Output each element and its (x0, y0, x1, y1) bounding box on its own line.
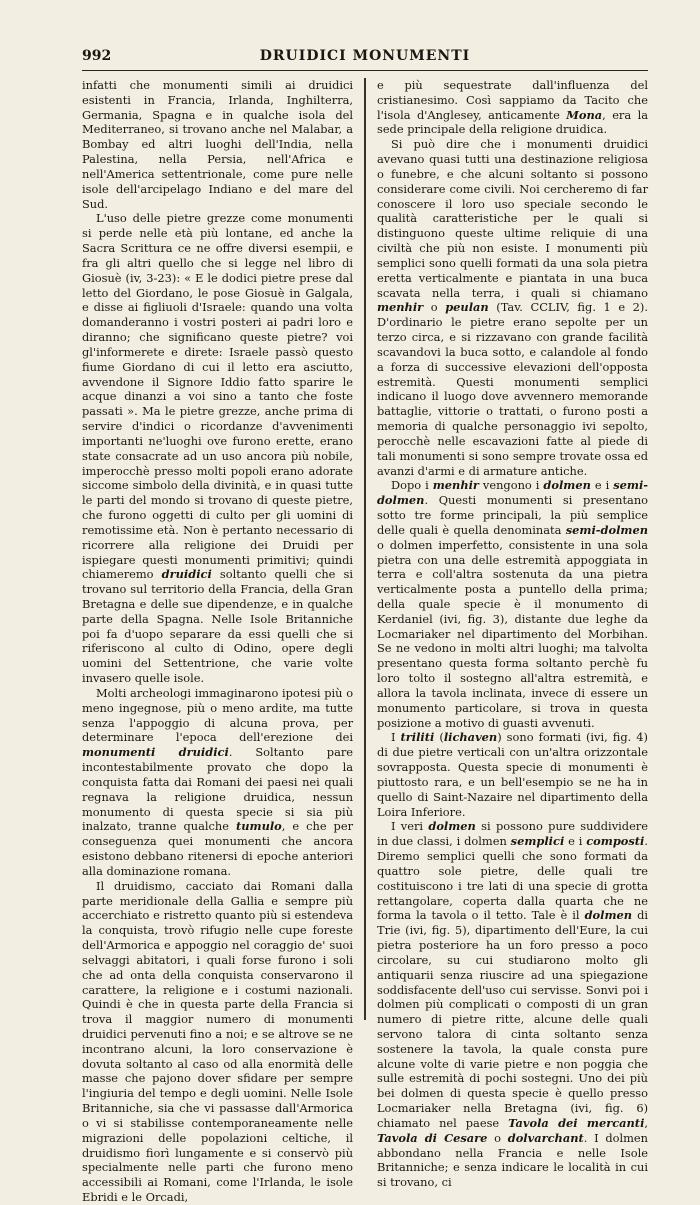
right-column (376, 78, 649, 1190)
left-column (82, 78, 354, 1205)
italic-term: dolmen (584, 908, 633, 923)
italic-term: peulan (445, 300, 489, 315)
text-columns (82, 78, 649, 1205)
paragraph: I veri dolmen si possono pure suddividere in due classi, i dolmen semplici e i composti. Diremo semplici quelli che sono formati da quattro sole pietre, delle quali tre costituiscono i tre lati di una specie di grotta rettangolare, coperta dalla quarta che ne forma la tavola o il tetto. Tale è il dolmen di Trie (ivi, fig. 5), dipartimento dell'Eure, la cui pietra posteriore ha un foro presso a poco circolare, su cui studiarono molto gli antiquarii senza riuscire ad una spiegazione soddisfacente dell'uso cui servisse. Sonvi poi i dolmen più complicati o composti di un gran numero di pietre ritte, alcune delle quali servono talora di cinta soltanto senza sostenere la tavola, la quale consta pure alcune volte di varie pietre e non poggia che sulle estremità di pochi sostegni. Uno dei più bei dolmen di questa specie è quello presso Locmariaker nella Bretagna (ivi, fig. 6) chiamato nel paese Tavola dei mercanti, Tavola di Cesare o dolvarchant. I dolmen abbondano nella Francia e nelle Isole Britanniche; e senza indicare le località in cui si trovano, ci (376, 819, 649, 1190)
paragraph: Dopo i menhir vengono i dolmen e i semi-dolmen. Questi monumenti si presentano sotto tre forme principali, la più semplice delle quali è quella denominata semi-dolmen o dolmen imperfetto, consistente in una sola pietra con una delle estremità appoggiata in terra e coll'altra sostenuta da una pietra verticalmente posta a puntello della prima; della quale specie è il monumento di Kerdaniel (ivi, fig. 3), distante due leghe da Locmariaker nel dipartimento del Morbihan. Se ne vedono in molti altri luoghi; ma talvolta presentano questa forma soltanto perchè fu loro tolto il sostegno all'altra estremità, e allora la tavola inclinata, invece di essere un monumento particolare, si trova in questa posizione a motivo di guasti avvenuti. (376, 478, 649, 730)
italic-term: dolvarchant (507, 1130, 584, 1145)
paragraph: infatti che monumenti simili ai druidici esistenti in Francia, Irlanda, Inghilterra, Germania, Spagna e in qualche isola del Mediterraneo, si trovano anche nel Malabar, a Bombay ed altri luoghi dell'India, nella Palestina, nella Persia, nell'Africa e nell'America settentrionale, come pure nelle isole dell'arcipelago Indiano e del mare del Sud. (82, 78, 354, 211)
running-header (82, 48, 648, 68)
paragraph: Molti archeologi immaginarono ipotesi più o meno ingegnose, più o meno ardite, ma tutte senza l'appoggio di alcuna prova, per determinare l'epoca dell'erezione dei monumenti druidici. Soltanto pare incontestabilmente provato che dopo la conquista fatta dai Romani dei paesi nei quali regnava la religione druidica, nessun monumento di questa specie si sia più inalzato, tranne qualche tumulo, e che per conseguenza quei monumenti che ancora esistono debbano ritenersi di epoche anteriori alla dominazione romana. (82, 685, 354, 878)
italic-term: menhir (432, 478, 479, 493)
italic-term: semi-dolmen (565, 522, 649, 537)
italic-term: Tavola di Cesare (376, 1130, 488, 1145)
italic-term: semplici (510, 834, 565, 849)
italic-term: monumenti druidici (82, 745, 229, 760)
paragraph: e più sequestrate dall'influenza del cristianesimo. Così sappiamo da Tacito che l'isola d'Anglesey, anticamente Mona, era la sede principale della religione druidica. (376, 78, 649, 137)
italic-term: triliti (400, 730, 435, 745)
paragraph: L'uso delle pietre grezze come monumenti si perde nelle età più lontane, ed anche la Sacra Scrittura ce ne offre diversi esempii, e fra gli altri quello che si legge nel libro di Giosuè (iv, 3-23): « E le dodici pietre prese dal letto del Giordano, le pose Giosuè in Galgala, e disse ai figliuoli d'Israele: quando una volta domanderanno i vostri posteri ai padri loro e diranno; che significano queste pietre? voi gl'informerete e direte: Israele passò questo fiume Giordano di cui il letto era asciutto, avvendone il Signore Iddio fatto sparire le acque dinanzi a voi sino a tanto che foste passati ». Ma le pietre grezze, anche prima di servire d'indici o ricordanze d'avvenimenti importanti ne'luoghi ove furono erette, erano state consacrate ad un uso ancora più nobile, imperocchè presso molti popoli erano adorate siccome simbolo della divinità, e in quasi tutte le parti del mondo si trovano di queste pietre, che furono oggetti di culto per gli uomini di remotissime età. Non è pertanto necessario di ricorrere alla religione dei Druidi per ispiegare questi monumenti primitivi; quindi chiameremo druidici soltanto quelli che si trovano sul territorio della Francia, della Gran Bretagna e delle sue dipendenze, e in qualche parte della Spagna. Nelle Isole Britanniche poi fa d'uopo separare da essi quelli che si riferiscono al culto di Odino, opere degli uomini del Settentrione, che varie volte invasero quelle isole. (82, 211, 354, 686)
paragraph: I triliti (lichaven) sono formati (ivi, fig. 4) di due pietre verticali con un'altra orizzontale sovrapposta. Questa specie di monumenti è piuttosto rara, e un bell'esempio se ne ha in quello di Saint-Nazaire nel dipartimento della Loira Inferiore. (376, 730, 649, 819)
running-title: DRUIDICI MONUMENTI (259, 48, 471, 64)
italic-term: lichaven (443, 730, 498, 745)
italic-term: composti (586, 834, 645, 849)
paragraph: Si può dire che i monumenti druidici avevano quasi tutti una destinazione religiosa o funebre, e che alcuni soltanto si possono considerare come civili. Noi cercheremo di far conoscere il loro uso speciale secondo le qualità caratteristiche per le quali si distinguono queste ultime reliquie di una civiltà che più non esiste. I monumenti più semplici sono quelli formati da una sola pietra eretta verticalmente e piantata in una buca scavata nella terra, i quali si chiamano menhir o peulan (Tav. CCLIV, fig. 1 e 2). D'ordinario le pietre erano sepolte per un terzo circa, e si rizzavano con grande facilità scavandovi la buca sotto, e calandole al fondo a forza di successive elevazioni dell'opposta estremità. Questi monumenti semplici indicano il luogo dove avvennero memorande battaglie, vittorie o trattati, o furono posti a memoria di qualche personaggio ivi sepolto, perocchè nelle escavazioni fatte al piede di tali monumenti si sono sempre trovate ossa ed avanzi d'armi e di armature antiche. (376, 137, 649, 478)
italic-term: semi-dolmen (376, 478, 649, 508)
italic-term: Tavola dei mercanti (508, 1115, 645, 1130)
italic-term: dolmen (543, 478, 591, 493)
italic-term: Mona (566, 107, 603, 122)
column-divider (364, 78, 366, 1020)
header-rule (82, 70, 648, 71)
italic-term: menhir (376, 300, 424, 315)
italic-term: dolmen (428, 819, 476, 834)
paragraph: Il druidismo, cacciato dai Romani dalla parte meridionale della Gallia e sempre più accerchiato e ristretto quanto più si estendeva la conquista, trovò rifugio nelle cupe foreste dell'Armorica e appoggio nel coraggio de' suoi selvaggi abitatori, i quali forse furono i soli che ad onta della conquista conservarono il carattere, la religione e i costumi nazionali. Quindi è che in questa parte della Francia si trova il maggior numero di monumenti druidici pervenuti fino a noi; e se altrove se ne incontrano alcuni, la loro conservazione è dovuta soltanto al caso od alla enormità delle masse che pajono dover sfidare per sempre l'ingiuria del tempo e degli uomini. Nelle Isole Britanniche, sia che vi passasse dall'Armorica o vi si stabilisse contemporaneamente nelle migrazioni delle popolazioni celtiche, il druidismo fiorì lungamente e si conservò più specialmente nelle parti che furono meno accessibili ai Romani, come l'Irlanda, le isole Ebridi e le Orcadi, (82, 878, 354, 1205)
italic-term: tumulo (235, 819, 282, 834)
italic-term: druidici (161, 567, 212, 582)
page-number: 992 (82, 48, 112, 64)
